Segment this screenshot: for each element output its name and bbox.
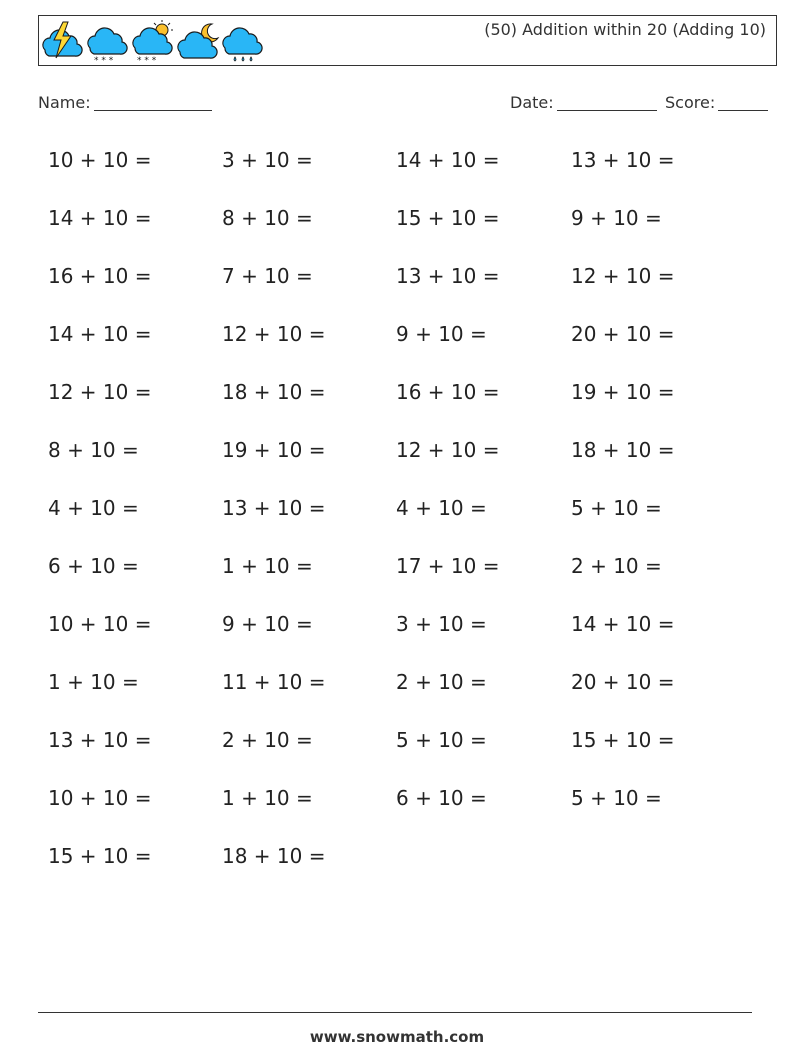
weather-icon-strip — [41, 20, 271, 64]
problem-r4-c2: 12 + 10 = — [222, 322, 326, 346]
problem-r6-c2: 19 + 10 = — [222, 438, 326, 462]
problem-r12-c3: 6 + 10 = — [396, 786, 487, 810]
worksheet-header — [38, 15, 777, 66]
problem-r9-c3: 3 + 10 = — [396, 612, 487, 636]
problem-r11-c2: 2 + 10 = — [222, 728, 313, 752]
problem-r9-c4: 14 + 10 = — [571, 612, 675, 636]
problem-r12-c2: 1 + 10 = — [222, 786, 313, 810]
name-field — [38, 93, 212, 112]
problem-r1-c2: 3 + 10 = — [222, 148, 313, 172]
problem-r2-c3: 15 + 10 = — [396, 206, 500, 230]
score-field — [665, 93, 768, 112]
problem-r12-c4: 5 + 10 = — [571, 786, 662, 810]
svg-text:* * *: * * * — [137, 56, 157, 64]
problem-r9-c1: 10 + 10 = — [48, 612, 152, 636]
problem-r2-c2: 8 + 10 = — [222, 206, 313, 230]
problem-r8-c4: 2 + 10 = — [571, 554, 662, 578]
name-blank[interactable] — [94, 94, 212, 111]
rain-cloud-icon — [223, 28, 262, 61]
problem-r9-c2: 9 + 10 = — [222, 612, 313, 636]
problem-r13-c1: 15 + 10 = — [48, 844, 152, 868]
problem-r13-c2: 18 + 10 = — [222, 844, 326, 868]
problem-r1-c4: 13 + 10 = — [571, 148, 675, 172]
problem-r8-c1: 6 + 10 = — [48, 554, 139, 578]
lightning-cloud-icon — [43, 22, 82, 58]
worksheet-title: (50) Addition within 20 (Adding 10) — [484, 20, 766, 39]
date-field — [510, 93, 657, 112]
footer-divider — [38, 1012, 752, 1013]
problem-r11-c3: 5 + 10 = — [396, 728, 487, 752]
problem-r7-c1: 4 + 10 = — [48, 496, 139, 520]
date-label: Date: — [510, 93, 554, 112]
date-blank[interactable] — [557, 94, 657, 111]
problem-r1-c1: 10 + 10 = — [48, 148, 152, 172]
problem-r11-c1: 13 + 10 = — [48, 728, 152, 752]
problem-r11-c4: 15 + 10 = — [571, 728, 675, 752]
problem-r1-c3: 14 + 10 = — [396, 148, 500, 172]
problem-r7-c4: 5 + 10 = — [571, 496, 662, 520]
problem-r7-c3: 4 + 10 = — [396, 496, 487, 520]
problem-r6-c4: 18 + 10 = — [571, 438, 675, 462]
snow-cloud-icon — [88, 28, 127, 64]
score-blank[interactable] — [718, 94, 768, 111]
problem-r4-c3: 9 + 10 = — [396, 322, 487, 346]
sun-snow-cloud-icon — [133, 20, 173, 64]
problem-r4-c1: 14 + 10 = — [48, 322, 152, 346]
problem-r10-c1: 1 + 10 = — [48, 670, 139, 694]
problem-r2-c4: 9 + 10 = — [571, 206, 662, 230]
problem-r5-c4: 19 + 10 = — [571, 380, 675, 404]
problem-r4-c4: 20 + 10 = — [571, 322, 675, 346]
score-label: Score: — [665, 93, 716, 112]
weather-icons — [41, 20, 271, 68]
problem-r5-c2: 18 + 10 = — [222, 380, 326, 404]
problem-r10-c3: 2 + 10 = — [396, 670, 487, 694]
problem-r10-c2: 11 + 10 = — [222, 670, 326, 694]
problem-r3-c3: 13 + 10 = — [396, 264, 500, 288]
problem-r3-c1: 16 + 10 = — [48, 264, 152, 288]
footer-website: www.snowmath.com — [309, 1028, 485, 1046]
problem-r7-c2: 13 + 10 = — [222, 496, 326, 520]
problem-r5-c3: 16 + 10 = — [396, 380, 500, 404]
problem-r3-c2: 7 + 10 = — [222, 264, 313, 288]
problem-r6-c3: 12 + 10 = — [396, 438, 500, 462]
problem-r5-c1: 12 + 10 = — [48, 380, 152, 404]
problem-r8-c3: 17 + 10 = — [396, 554, 500, 578]
problem-r10-c4: 20 + 10 = — [571, 670, 675, 694]
name-label: Name: — [38, 93, 91, 112]
problem-r2-c1: 14 + 10 = — [48, 206, 152, 230]
problem-r6-c1: 8 + 10 = — [48, 438, 139, 462]
problem-r3-c4: 12 + 10 = — [571, 264, 675, 288]
problem-r8-c2: 1 + 10 = — [222, 554, 313, 578]
moon-cloud-icon — [178, 24, 218, 58]
svg-text:* * *: * * * — [94, 56, 114, 64]
problem-r12-c1: 10 + 10 = — [48, 786, 152, 810]
